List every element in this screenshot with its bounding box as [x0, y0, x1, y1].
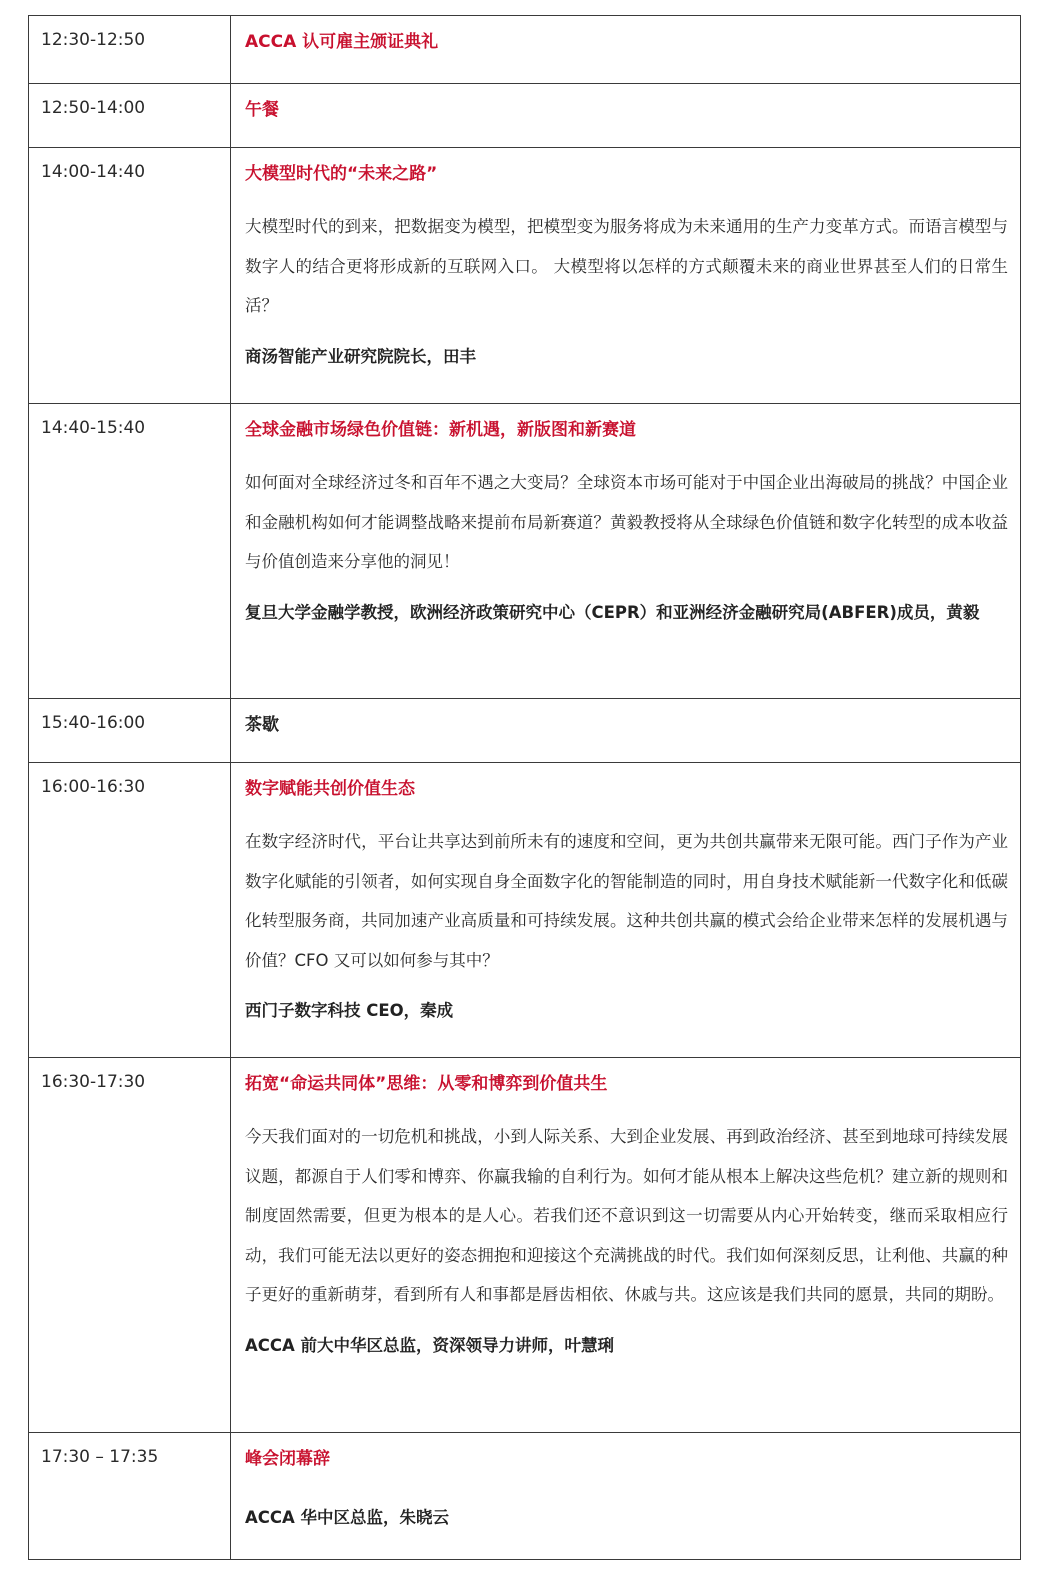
- content-cell: [231, 763, 1021, 1058]
- session-speaker: 西门子数字科技 CEO，秦成: [245, 1001, 454, 1020]
- time-cell: 16:00-16:30: [29, 763, 231, 1058]
- time-cell: 14:40-15:40: [29, 404, 231, 699]
- agenda-row: [29, 84, 1021, 148]
- time-cell: 15:40-16:00: [29, 699, 231, 763]
- session-speaker: 商汤智能产业研究院院长，田丰: [245, 346, 476, 366]
- content-cell: [231, 404, 1021, 699]
- time-cell: 12:30-12:50: [29, 16, 231, 84]
- time-cell: 12:50-14:00: [29, 84, 231, 148]
- content-cell: [231, 84, 1021, 148]
- session-title: 午餐: [245, 100, 279, 120]
- session-speaker: 复旦大学金融学教授，欧洲经济政策研究中心（CEPR）和亚洲经济金融研究局(ABFER)成员，黄毅: [245, 602, 980, 622]
- session-speaker: ACCA 前大中华区总监，资深领导力讲师，叶慧琍: [245, 1335, 615, 1355]
- content-cell: [231, 148, 1021, 404]
- session-description: 在数字经济时代，平台让共享达到前所未有的速度和空间，更为共创共赢带来无限可能。西门子作为产业数字化赋能的引领者，如何实现自身全面数字化的智能制造的同时，用自身技术赋能新一代数字化和低碳化转型服务商，共同加速产业高质量和可持续发展。这种共创共赢的模式会给企业带来怎样的发展机遇与价值？CFO 又可以如何参与其中？: [245, 832, 1008, 970]
- session-description: 大模型时代的到来，把数据变为模型，把模型变为服务将成为未来通用的生产力变革方式。而语言模型与数字人的结合更将形成新的互联网入口。 大模型将以怎样的方式颠覆未来的商业世界甚至人们的日常生活？: [245, 217, 1008, 315]
- session-title: 全球金融市场绿色价值链：新机遇，新版图和新赛道: [245, 420, 636, 440]
- time-cell: 14:00-14:40: [29, 148, 231, 404]
- agenda-row: [29, 763, 1021, 1058]
- session-speaker: ACCA 华中区总监，朱晓云: [245, 1508, 450, 1527]
- session-description: 如何面对全球经济过冬和百年不遇之大变局？全球资本市场可能对于中国企业出海破局的挑战？中国企业和金融机构如何才能调整战略来提前布局新赛道？黄毅教授将从全球绿色价值链和数字化转型的成本收益与价值创造来分享他的洞见！: [245, 473, 1008, 571]
- time-cell: 17:30 – 17:35: [29, 1433, 231, 1560]
- agenda-row: [29, 404, 1021, 699]
- content-cell: [231, 1433, 1021, 1560]
- agenda-row: [29, 148, 1021, 404]
- session-title: ACCA 认可雇主颁证典礼: [245, 32, 439, 52]
- session-title: 大模型时代的“未来之路”: [245, 164, 438, 184]
- session-title: 拓宽“命运共同体”思维：从零和博弈到价值共生: [245, 1074, 608, 1094]
- agenda-table: [28, 15, 1021, 1560]
- content-cell: [231, 16, 1021, 84]
- content-cell: [231, 1058, 1021, 1433]
- agenda-row: [29, 16, 1021, 84]
- session-title: 峰会闭幕辞: [245, 1449, 330, 1469]
- session-title: 茶歇: [245, 715, 279, 735]
- session-title: 数字赋能共创价值生态: [245, 779, 415, 799]
- content-cell: [231, 699, 1021, 763]
- time-cell: 16:30-17:30: [29, 1058, 231, 1433]
- agenda-row: [29, 699, 1021, 763]
- agenda-row: [29, 1433, 1021, 1560]
- agenda-row: [29, 1058, 1021, 1433]
- session-description: 今天我们面对的一切危机和挑战，小到人际关系、大到企业发展、再到政治经济、甚至到地球可持续发展议题，都源自于人们零和博弈、你赢我输的自利行为。如何才能从根本上解决这些危机？建立新的规则和制度固然需要，但更为根本的是人心。若我们还不意识到这一切需要从内心开始转变，继而采取相应行动，我们可能无法以更好的姿态拥抱和迎接这个充满挑战的时代。我们如何深刻反思，让利他、共赢的种子更好的重新萌芽，看到所有人和事都是唇齿相依、休戚与共。这应该是我们共同的愿景，共同的期盼。: [245, 1127, 1008, 1304]
